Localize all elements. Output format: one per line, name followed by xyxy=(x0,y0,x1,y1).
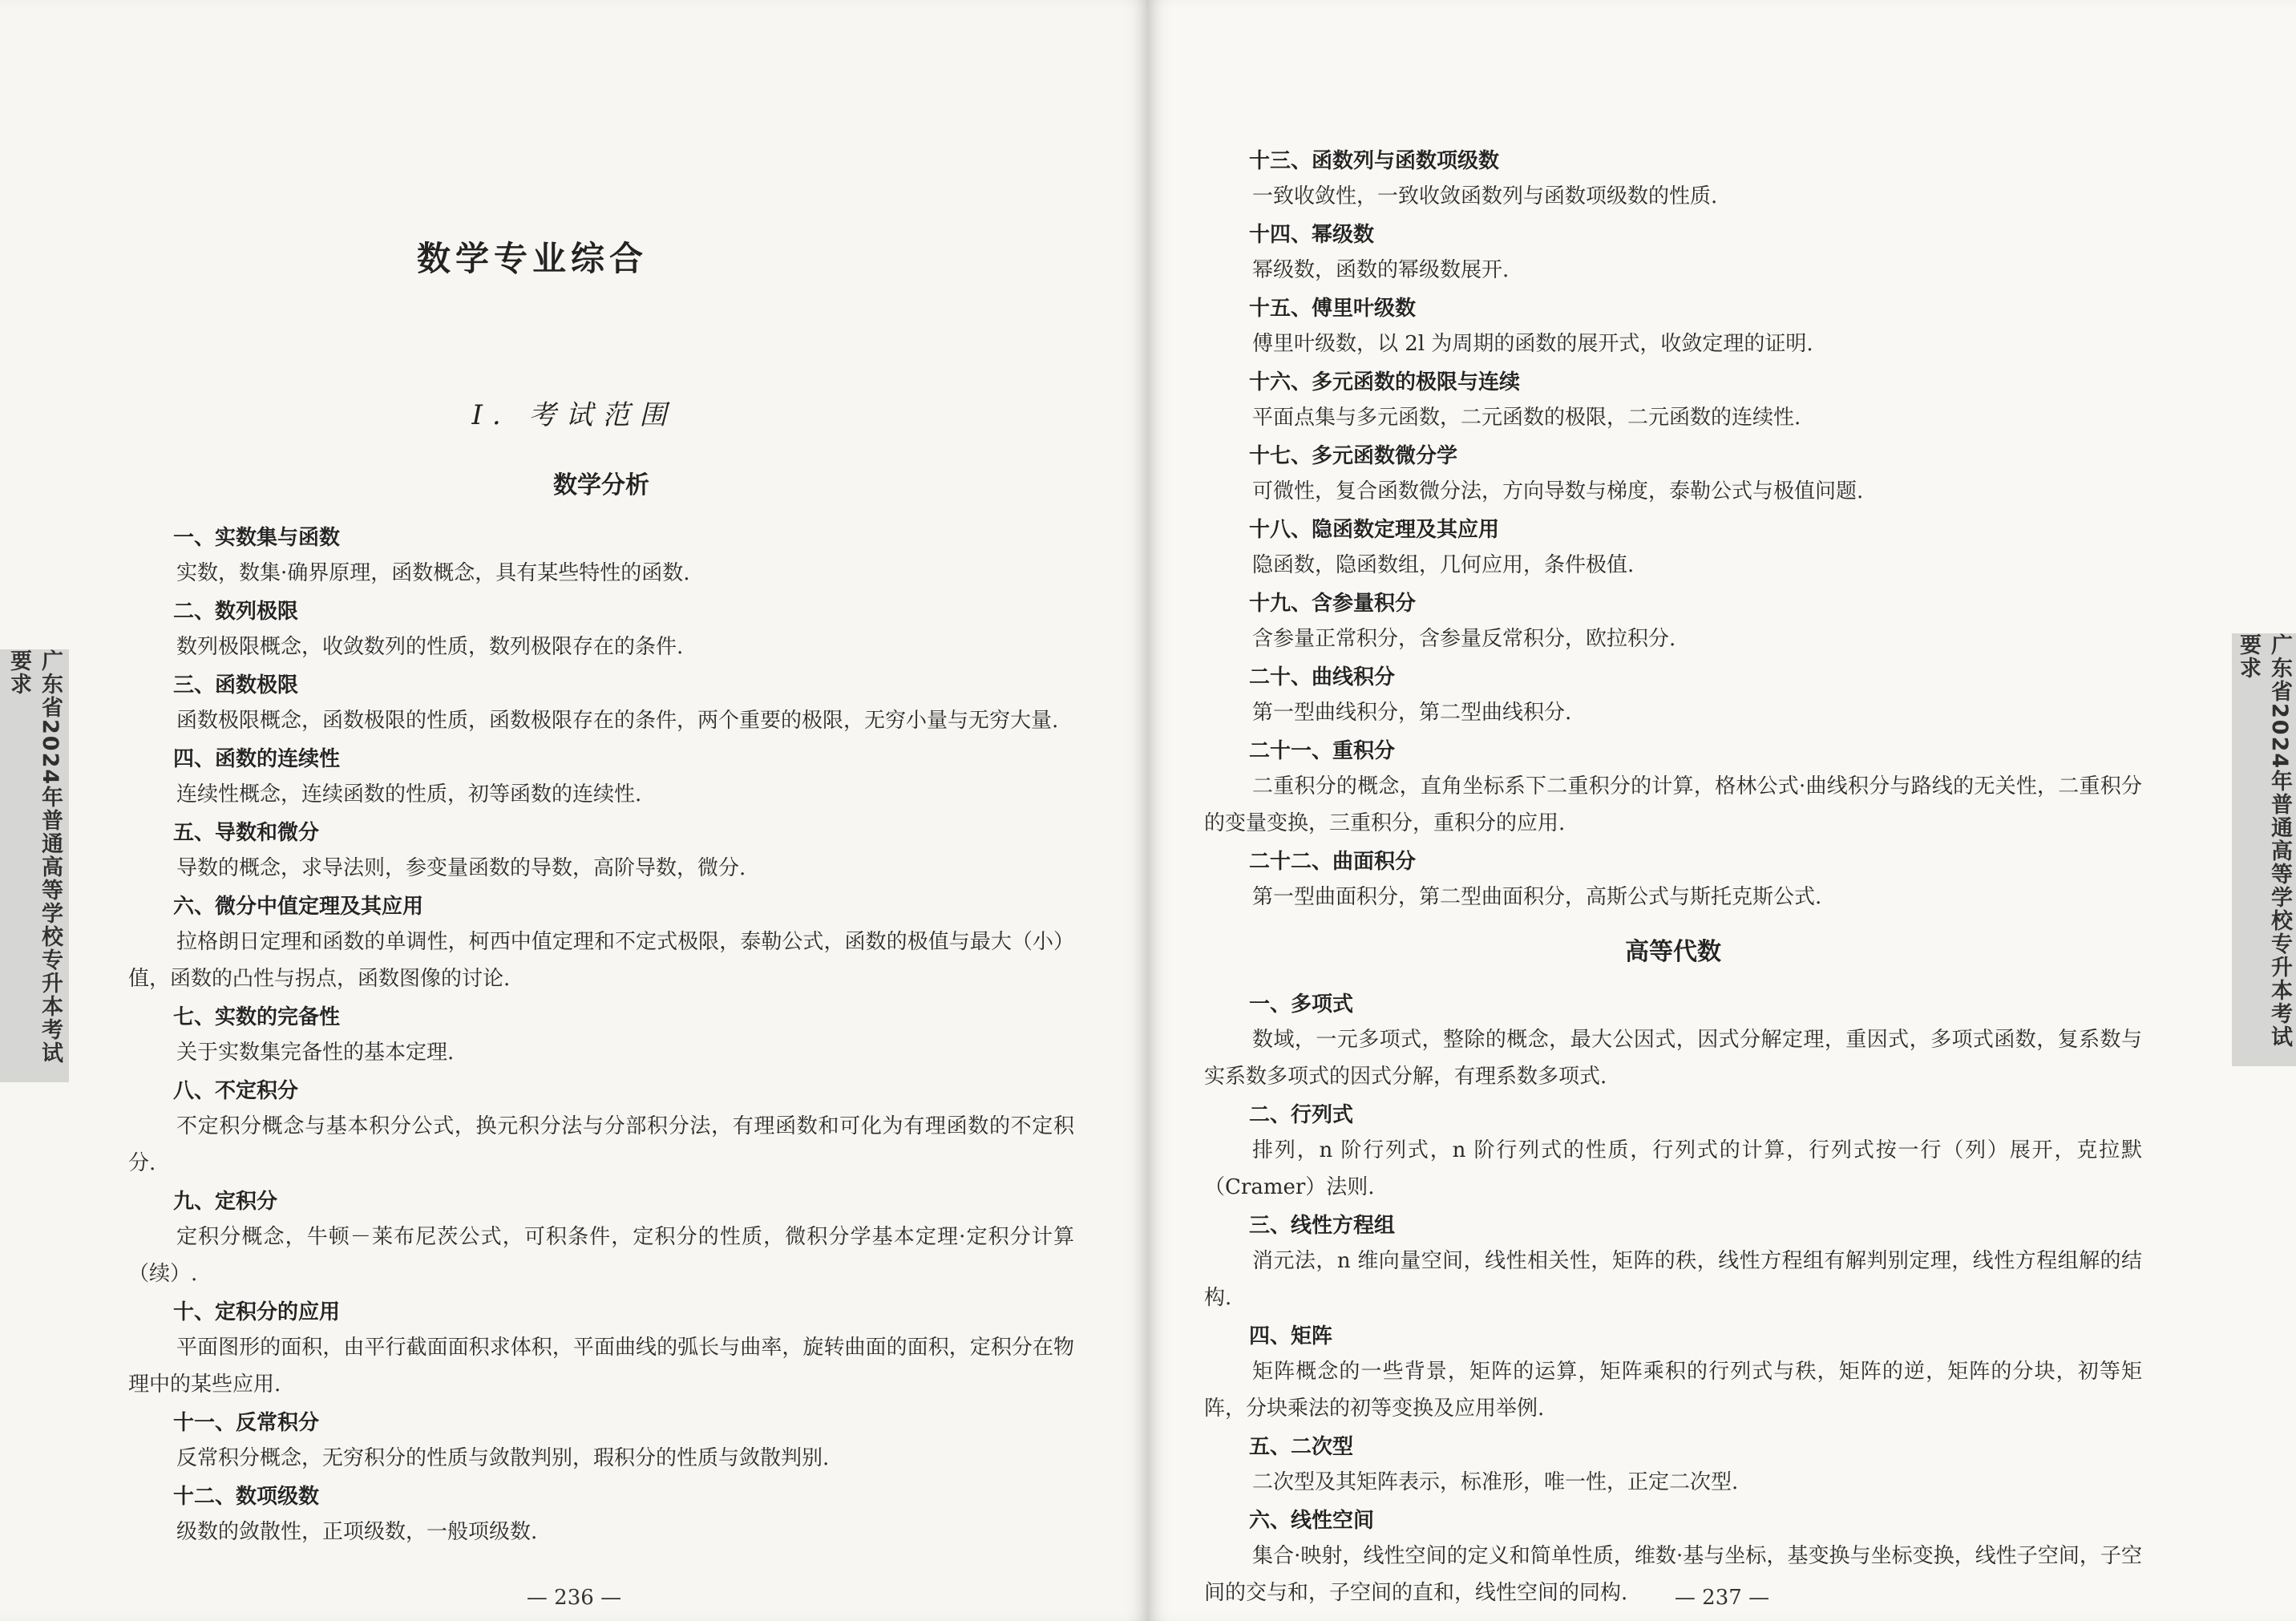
section-title: Ⅰ. 考试范围 xyxy=(471,399,677,431)
right-running-head: 广东省2024年普通高等学校专升本考试要求 xyxy=(2236,633,2292,1049)
item-body: 平面图形的面积，由平行截面面积求体积，平面曲线的弧长与曲率，旋转曲面的面积，定积分在物理中的某些应用. xyxy=(128,1336,1074,1397)
item-heading: 二、数列极限 xyxy=(173,600,299,624)
item-body: 一致收敛性，一致收敛函数列与函数项级数的性质. xyxy=(1252,184,1718,208)
item-heading: 五、二次型 xyxy=(1249,1435,1354,1459)
item-body: 隐函数，隐函数组，几何应用，条件极值. xyxy=(1252,553,1635,577)
item-heading: 八、不定积分 xyxy=(173,1079,299,1103)
item-heading: 二十、曲线积分 xyxy=(1249,665,1396,689)
left-content xyxy=(128,465,1074,1554)
item-body: 可微性，复合函数微分法，方向导数与梯度，泰勒公式与极值问题. xyxy=(1252,479,1864,503)
item-body: 连续性概念，连续函数的性质，初等函数的连续性. xyxy=(176,782,642,806)
item-body: 第一型曲面积分，第二型曲面积分，高斯公式与斯托克斯公式. xyxy=(1252,885,1822,909)
item-body: 平面点集与多元函数，二元函数的极限，二元函数的连续性. xyxy=(1252,406,1801,430)
left-running-head-tab xyxy=(0,649,69,1082)
item-body: 含参量正常积分，含参量反常积分，欧拉积分. xyxy=(1252,627,1676,651)
item-heading: 七、实数的完备性 xyxy=(173,1005,341,1029)
item-heading: 十五、傅里叶级数 xyxy=(1249,297,1417,321)
item-body: 关于实数集完备性的基本定理. xyxy=(176,1041,455,1065)
item-heading: 十、定积分的应用 xyxy=(173,1300,341,1324)
item-heading: 十八、隐函数定理及其应用 xyxy=(1249,518,1500,542)
right-running-head-tab xyxy=(2232,633,2296,1066)
item-body: 数列极限概念，收敛数列的性质，数列极限存在的条件. xyxy=(176,635,684,659)
main-title: 数学专业综合 xyxy=(417,239,649,278)
item-heading: 一、实数集与函数 xyxy=(173,526,341,550)
item-heading: 三、函数极限 xyxy=(173,673,299,697)
item-body: 幂级数，函数的幂级数展开. xyxy=(1252,258,1510,282)
item-body: 集合·映射，线性空间的定义和简单性质，维数·基与坐标，基变换与坐标变换，线性子空间，子空间的交与和，子空间的直和，线性空间的同构. xyxy=(1204,1544,2142,1605)
item-body: 函数极限概念，函数极限的性质，函数极限存在的条件，两个重要的极限，无穷小量与无穷大量. xyxy=(176,709,1059,733)
item-heading: 十四、幂级数 xyxy=(1249,223,1375,247)
item-body: 二次型及其矩阵表示，标准形，唯一性，正定二次型. xyxy=(1252,1470,1739,1494)
page-number-left: — 236 — xyxy=(526,1586,622,1610)
item-heading: 五、导数和微分 xyxy=(173,821,320,845)
right-item-list-analysis xyxy=(1204,144,2142,916)
item-heading: 十六、多元函数的极限与连续 xyxy=(1249,370,1521,394)
item-heading: 十一、反常积分 xyxy=(173,1411,320,1435)
right-item-list-algebra xyxy=(1204,988,2142,1611)
item-body: 排列，n 阶行列式，n 阶行列式的性质，行列式的计算，行列式按一行（列）展开，克拉默（Cramer）法则. xyxy=(1204,1138,2142,1199)
right-page xyxy=(1148,0,2296,1621)
item-heading: 三、线性方程组 xyxy=(1249,1214,1396,1238)
item-heading: 二十二、曲面积分 xyxy=(1249,850,1417,874)
item-body: 定积分概念，牛顿－莱布尼茨公式，可积条件，定积分的性质，微积分学基本定理·定积分计算（续）. xyxy=(128,1225,1074,1286)
item-body: 拉格朗日定理和函数的单调性，柯西中值定理和不定式极限，泰勒公式，函数的极值与最大（小）值，函数的凸性与拐点，函数图像的讨论. xyxy=(128,930,1074,991)
item-body: 导数的概念，求导法则，参变量函数的导数，高阶导数，微分. xyxy=(176,856,746,880)
item-body: 反常积分概念，无穷积分的性质与敛散判别，瑕积分的性质与敛散判别. xyxy=(176,1446,830,1470)
subject-heading-algebra: 高等代数 xyxy=(1625,938,1721,966)
item-heading: 九、定积分 xyxy=(173,1190,278,1214)
item-heading: 六、微分中值定理及其应用 xyxy=(173,895,424,919)
item-heading: 六、线性空间 xyxy=(1249,1509,1375,1533)
item-body: 数域，一元多项式，整除的概念，最大公因式，因式分解定理，重因式，多项式函数，复系数与实系数多项式的因式分解，有理系数多项式. xyxy=(1204,1028,2142,1089)
item-heading: 十九、含参量积分 xyxy=(1249,592,1417,616)
item-heading: 四、矩阵 xyxy=(1249,1324,1333,1348)
item-heading: 二、行列式 xyxy=(1249,1103,1354,1127)
item-heading: 二十一、重积分 xyxy=(1249,739,1396,763)
item-heading: 四、函数的连续性 xyxy=(173,747,341,771)
item-body: 二重积分的概念，直角坐标系下二重积分的计算，格林公式·曲线积分与路线的无关性，二重积分的变量变换，三重积分，重积分的应用. xyxy=(1204,774,2142,835)
item-body: 矩阵概念的一些背景，矩阵的运算，矩阵乘积的行列式与秩，矩阵的逆，矩阵的分块，初等矩阵，分块乘法的初等变换及应用举例. xyxy=(1204,1360,2142,1421)
item-heading: 十二、数项级数 xyxy=(173,1485,320,1509)
item-body: 消元法，n 维向量空间，线性相关性，矩阵的秩，线性方程组有解判别定理，线性方程组解的结构. xyxy=(1204,1249,2142,1310)
item-heading: 一、多项式 xyxy=(1249,992,1354,1017)
item-body: 实数，数集·确界原理，函数概念，具有某些特性的函数. xyxy=(176,561,690,585)
page-number-right: — 237 — xyxy=(1674,1586,1770,1610)
subject-heading-analysis: 数学分析 xyxy=(553,471,649,499)
item-body: 第一型曲线积分，第二型曲线积分. xyxy=(1252,701,1572,725)
left-running-head: 广东省2024年普通高等学校专升本考试要求 xyxy=(6,649,63,1065)
item-heading: 十三、函数列与函数项级数 xyxy=(1249,149,1500,173)
right-content xyxy=(1204,144,2142,1615)
item-heading: 十七、多元函数微分学 xyxy=(1249,444,1458,468)
item-body: 傅里叶级数，以 2l 为周期的函数的展开式，收敛定理的证明. xyxy=(1252,332,1813,356)
left-item-list xyxy=(128,521,1074,1550)
item-body: 不定积分概念与基本积分公式，换元积分法与分部积分法，有理函数和可化为有理函数的不定积分. xyxy=(128,1114,1074,1175)
item-body: 级数的敛散性，正项级数，一般项级数. xyxy=(176,1520,538,1544)
